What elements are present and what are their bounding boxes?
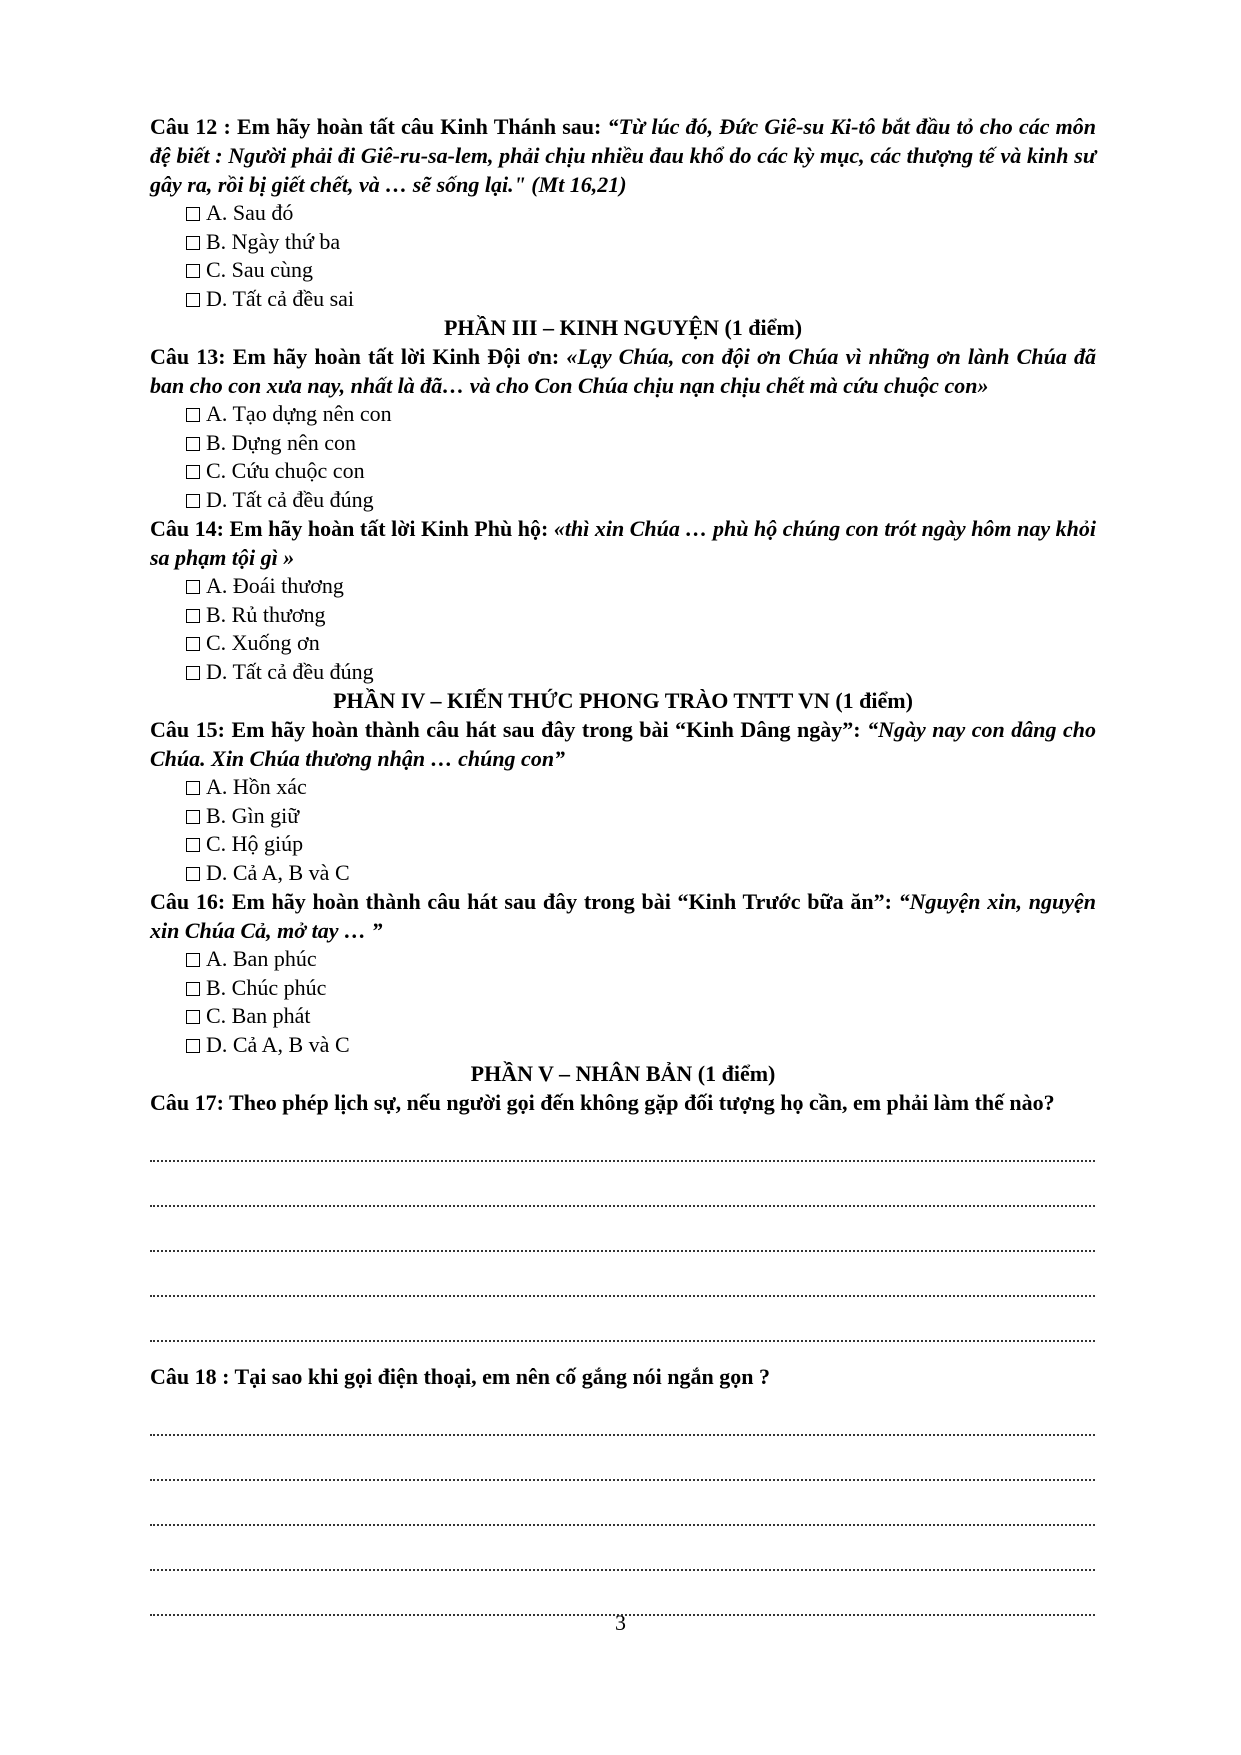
answer-line[interactable] [150, 1481, 1095, 1526]
option-label: D. Cả A, B và C [206, 859, 350, 885]
question-14 [150, 514, 1096, 572]
checkbox-icon[interactable] [186, 580, 200, 594]
checkbox-icon[interactable] [186, 609, 200, 623]
question-16-option-a[interactable] [186, 945, 1096, 974]
option-label: B. Dựng nên con [206, 429, 357, 455]
checkbox-icon[interactable] [186, 838, 200, 852]
option-label: C. Hộ giúp [206, 831, 304, 856]
option-label: A. Tạo dựng nên con [206, 401, 392, 426]
question-16-label: Câu 16: Em hãy hoàn thành câu hát sau đây trong bài “Kinh Trước bữa ăn”: [150, 889, 899, 914]
answer-line[interactable] [150, 1436, 1095, 1481]
option-label: D. Tất cả đều đúng [206, 658, 374, 684]
question-13-option-a[interactable] [186, 400, 1096, 429]
question-15-option-a[interactable] [186, 773, 1096, 802]
option-label: B. Rủ thương [206, 601, 326, 627]
checkbox-icon[interactable] [186, 666, 200, 680]
checkbox-icon[interactable] [186, 437, 200, 451]
question-14-label: Câu 14: Em hãy hoàn tất lời Kinh Phù hộ: [150, 516, 554, 541]
checkbox-icon[interactable] [186, 236, 200, 250]
question-18-answer-area[interactable] [150, 1391, 1096, 1616]
question-13-quote: «Lạy Chúa, con đội ơn Chúa vì những ơn lành Chúa đã ban cho con xưa nay, nhất là đã… và cho Con Chúa chịu nạn chịu chết mà cứu chuộc con» [150, 344, 1096, 398]
option-label: C. Xuống ơn [206, 630, 320, 655]
question-14-option-d[interactable] [186, 658, 1096, 687]
option-label: B. Gìn giữ [206, 802, 300, 828]
question-13 [150, 342, 1096, 400]
question-12-option-c[interactable] [186, 256, 1096, 285]
option-label: D. Tất cả đều đúng [206, 486, 374, 512]
option-label: D. Cả A, B và C [206, 1031, 350, 1057]
section-3-heading: PHẦN III – KINH NGUYỆN (1 điểm) [443, 315, 803, 340]
question-15-option-c[interactable] [186, 830, 1096, 859]
checkbox-icon[interactable] [186, 494, 200, 508]
section-4-heading: PHẦN IV – KIẾN THỨC PHONG TRÀO TNTT VN (1 điểm) [333, 688, 913, 713]
question-15 [150, 715, 1096, 773]
question-12-quote: “Từ lúc đó, Đức Giê-su Ki-tô bắt đầu tỏ cho các môn đệ biết : Người phải đi Giê-ru-sa-lem, phải chịu nhiều đau khổ do các kỳ mục, các thượng tế và kinh sư gây ra, rồi bị giết chết, và … sẽ sống lại." (Mt 16,21) [150, 114, 1096, 197]
answer-line[interactable] [150, 1391, 1095, 1436]
checkbox-icon[interactable] [186, 953, 200, 967]
section-5-heading: PHẦN V – NHÂN BẢN (1 điểm) [470, 1061, 776, 1086]
answer-line[interactable] [150, 1252, 1095, 1297]
option-label: C. Sau cùng [206, 257, 313, 282]
answer-line[interactable] [150, 1526, 1095, 1571]
option-label: B. Chúc phúc [206, 974, 327, 1000]
checkbox-icon[interactable] [186, 867, 200, 881]
checkbox-icon[interactable] [186, 408, 200, 422]
option-label: D. Tất cả đều sai [206, 285, 355, 311]
checkbox-icon[interactable] [186, 637, 200, 651]
question-13-label: Câu 13: Em hãy hoàn tất lời Kinh Đội ơn: [150, 344, 567, 369]
question-17-answer-area[interactable] [150, 1117, 1096, 1342]
option-label: A. Ban phúc [206, 946, 317, 971]
option-label: A. Hồn xác [206, 774, 307, 799]
checkbox-icon[interactable] [186, 982, 200, 996]
question-14-option-b[interactable] [186, 601, 1096, 630]
answer-line[interactable] [150, 1162, 1095, 1207]
question-12-option-a[interactable] [186, 199, 1096, 228]
option-label: C. Cứu chuộc con [206, 458, 365, 483]
question-13-option-c[interactable] [186, 457, 1096, 486]
question-16-option-d[interactable] [186, 1031, 1096, 1060]
option-label: C. Ban phát [206, 1003, 311, 1028]
worksheet-page [150, 112, 1096, 1616]
checkbox-icon[interactable] [186, 293, 200, 307]
question-12-option-b[interactable] [186, 228, 1096, 257]
option-label: B. Ngày thứ ba [206, 228, 341, 254]
question-16-quote: “Nguyện xin, nguyện xin Chúa Cả, mở tay … ” [150, 889, 1096, 943]
question-15-option-d[interactable] [186, 859, 1096, 888]
question-13-option-d[interactable] [186, 486, 1096, 515]
checkbox-icon[interactable] [186, 1010, 200, 1024]
checkbox-icon[interactable] [186, 1039, 200, 1053]
checkbox-icon[interactable] [186, 781, 200, 795]
question-15-option-b[interactable] [186, 802, 1096, 831]
question-15-label: Câu 15: Em hãy hoàn thành câu hát sau đây trong bài “Kinh Dâng ngày”: [150, 717, 868, 742]
question-16-option-c[interactable] [186, 1002, 1096, 1031]
checkbox-icon[interactable] [186, 264, 200, 278]
spacer [150, 1342, 1096, 1362]
question-12-label: Câu 12 : Em hãy hoàn tất câu Kinh Thánh sau: [150, 114, 608, 139]
answer-line[interactable] [150, 1297, 1095, 1342]
question-14-option-c[interactable] [186, 629, 1096, 658]
option-label: A. Sau đó [206, 200, 294, 225]
option-label: A. Đoái thương [206, 573, 344, 598]
question-12-option-d[interactable] [186, 285, 1096, 314]
question-14-option-a[interactable] [186, 572, 1096, 601]
question-13-option-b[interactable] [186, 429, 1096, 458]
page-number: 3 [615, 1610, 626, 1635]
question-15-quote: “Ngày nay con dâng cho Chúa. Xin Chúa thương nhận … chúng con” [150, 717, 1097, 771]
question-16 [150, 887, 1096, 945]
question-16-option-b[interactable] [186, 974, 1096, 1003]
checkbox-icon[interactable] [186, 810, 200, 824]
question-17: Câu 17: Theo phép lịch sự, nếu người gọi đến không gặp đối tượng họ cần, em phải làm thế nào? [150, 1090, 1055, 1115]
question-18: Câu 18 : Tại sao khi gọi điện thoại, em nên cố gắng nói ngắn gọn ? [150, 1364, 770, 1389]
question-14-quote: «thì xin Chúa … phù hộ chúng con trót ngày hôm nay khỏi sa phạm tội gì » [150, 516, 1096, 570]
question-12 [150, 112, 1096, 199]
answer-line[interactable] [150, 1117, 1095, 1162]
checkbox-icon[interactable] [186, 207, 200, 221]
answer-line[interactable] [150, 1207, 1095, 1252]
checkbox-icon[interactable] [186, 465, 200, 479]
